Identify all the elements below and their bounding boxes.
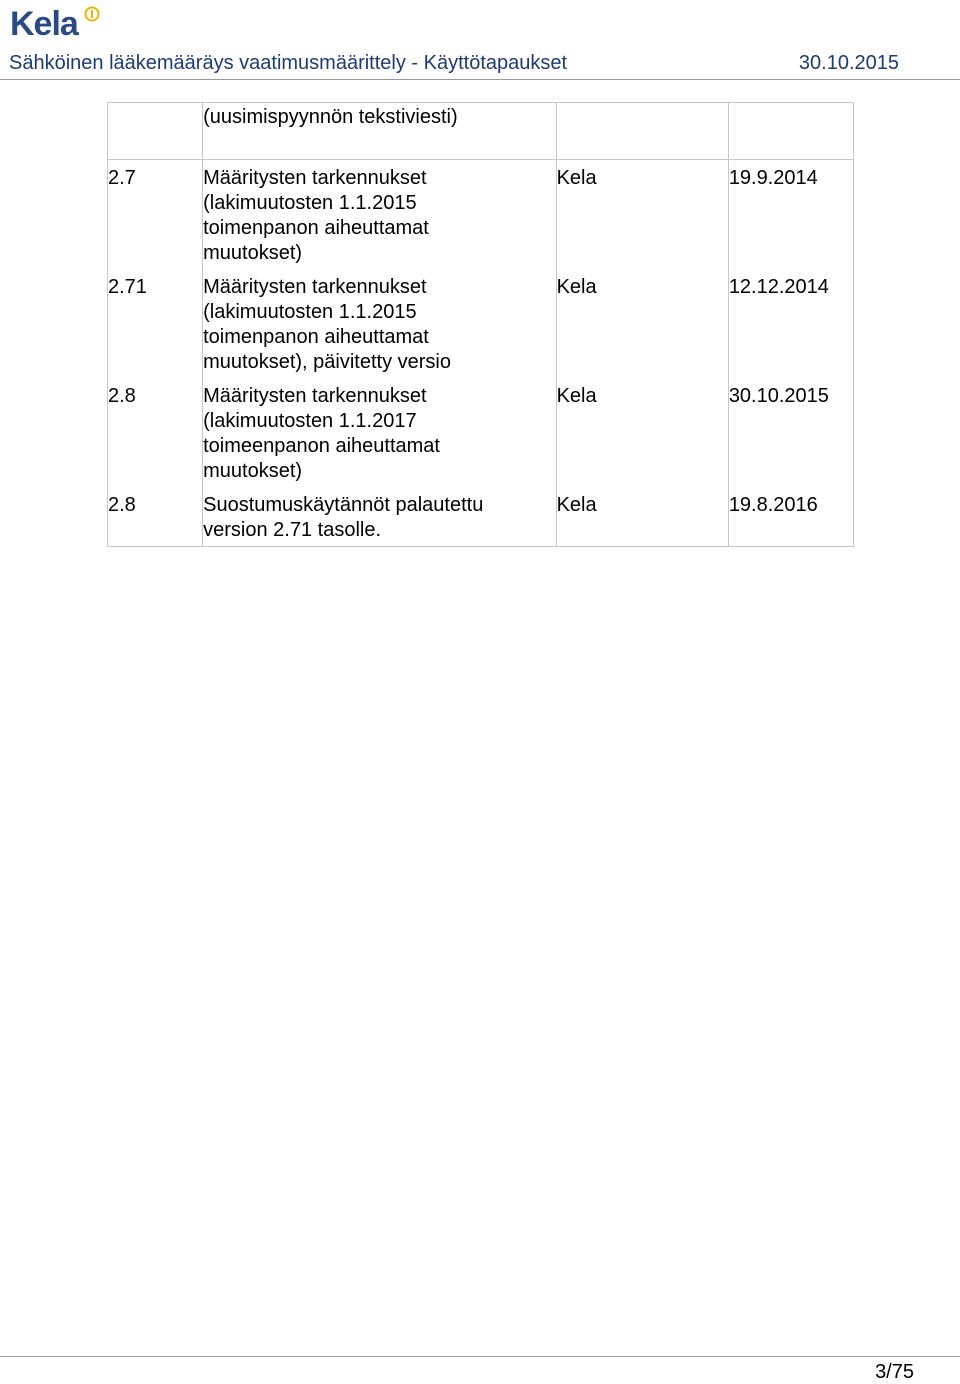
date-cell: 30.10.2015	[728, 378, 853, 487]
date-cell	[728, 103, 853, 131]
table-row	[108, 378, 854, 487]
table-row	[108, 160, 854, 270]
table-row	[108, 487, 854, 547]
date-cell: 12.12.2014	[728, 269, 853, 378]
version-cell: 2.8	[108, 487, 203, 547]
description-cell: Suostumuskäytännöt palautettu version 2.71 tasolle.	[203, 487, 556, 547]
author-cell: Kela	[556, 487, 728, 547]
author-cell	[556, 103, 728, 131]
author-cell: Kela	[556, 269, 728, 378]
kela-logo	[10, 2, 100, 48]
author-cell: Kela	[556, 160, 728, 270]
kela-logo-badge-icon	[84, 6, 100, 22]
header-divider	[0, 79, 960, 80]
page-header	[9, 50, 899, 78]
version-cell	[108, 103, 203, 131]
description-cell: (uusimispyynnön tekstiviesti)	[203, 103, 556, 131]
document-title: Sähköinen lääkemääräys vaatimusmäärittely - Käyttötapaukset	[9, 52, 568, 74]
version-cell: 2.7	[108, 160, 203, 270]
description-cell: Määritysten tarkennukset (lakimuutosten 1.1.2017 toimeenpanon aiheuttamat muutokset)	[203, 378, 556, 487]
table-row	[108, 269, 854, 378]
table-row-spacer	[108, 130, 854, 160]
footer-divider	[0, 1356, 960, 1357]
date-cell: 19.8.2016	[728, 487, 853, 547]
document-date: 30.10.2015	[798, 52, 899, 74]
version-cell: 2.8	[108, 378, 203, 487]
table-row	[108, 103, 854, 131]
page-number: 3/75	[875, 1361, 914, 1383]
description-cell: Määritysten tarkennukset (lakimuutosten 1.1.2015 toimenpanon aiheuttamat muutokset), päivitetty versio	[203, 269, 556, 378]
version-cell: 2.71	[108, 269, 203, 378]
date-cell: 19.9.2014	[728, 160, 853, 270]
kela-logo-text: Kela	[10, 5, 78, 43]
version-history-table	[107, 102, 854, 547]
description-cell: Määritysten tarkennukset (lakimuutosten 1.1.2015 toimenpanon aiheuttamat muutokset)	[203, 160, 556, 270]
author-cell: Kela	[556, 378, 728, 487]
